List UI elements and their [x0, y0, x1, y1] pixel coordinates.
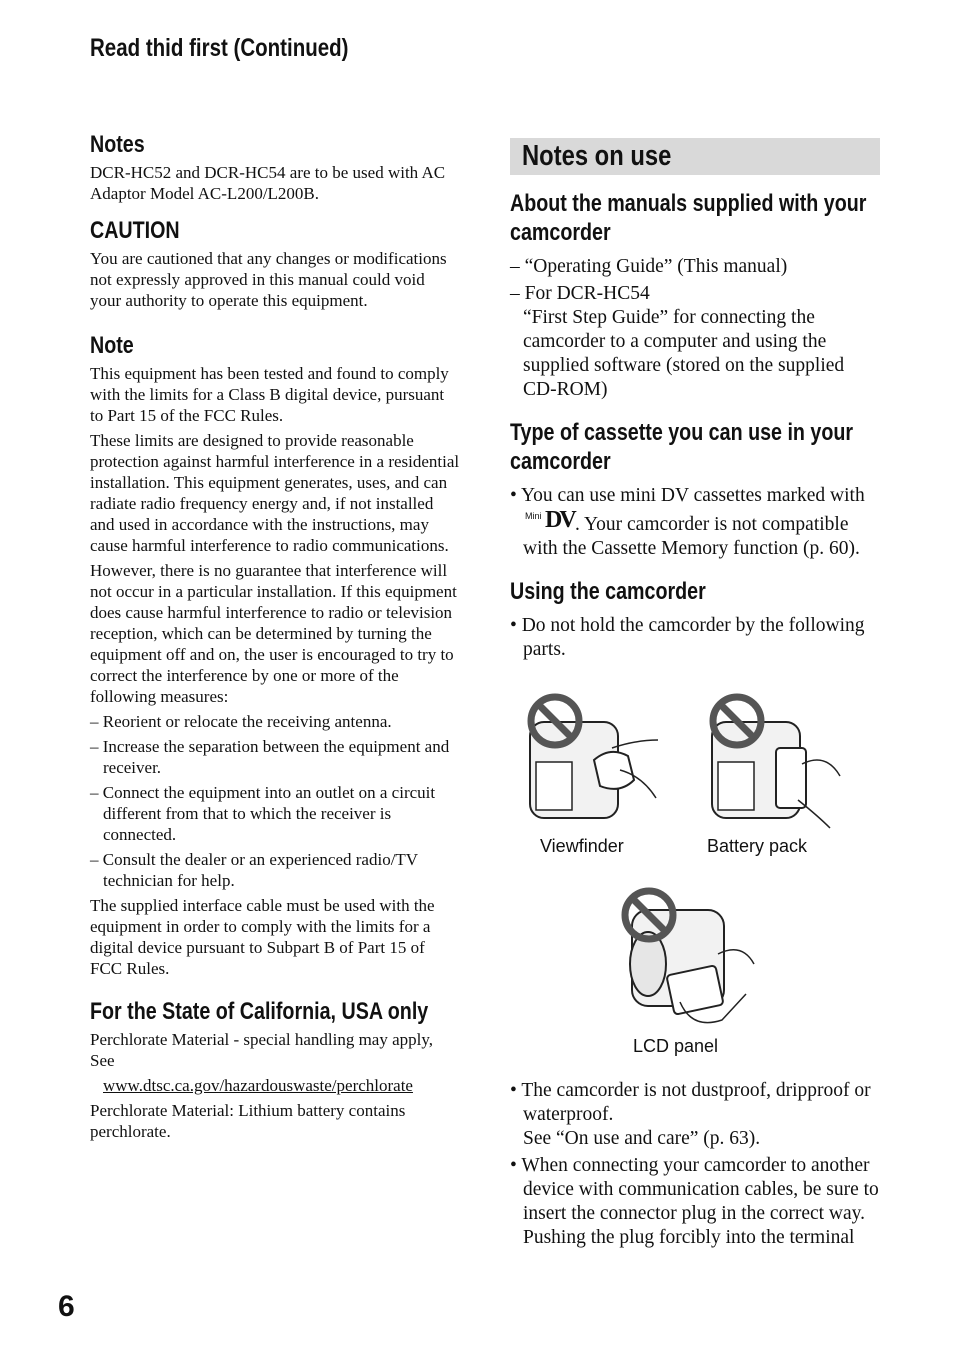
banner-title: Notes on use — [522, 140, 672, 172]
measure-item: – Consult the dealer or an experienced radio/TV technician for help. — [90, 850, 418, 890]
cassette-heading-line2: camcorder — [510, 448, 611, 475]
measure-item: – Increase the separation between the equipment and receiver. — [90, 737, 450, 777]
california-heading: For the State of California, USA only — [90, 998, 429, 1025]
note-heading: Note — [90, 332, 134, 359]
battery-pack-illustration — [706, 690, 846, 830]
note-paragraph-3: However, there is no guarantee that interference will not occur in a particular installation. If this equipment does cause harmful interference to radio or television reception, which can be determined by turning the equipment off and on, the user is encouraged to try to correct the interference by one or more of the following measures: — [90, 561, 457, 706]
cassette-text-after: . Your camcorder is not compatible with the Cassette Memory function (p. 60). — [523, 514, 860, 559]
right-column — [510, 138, 882, 665]
running-head: Read thid first (Continued) — [90, 34, 349, 62]
lcd-panel-illustration — [618, 884, 758, 1034]
mini-dv-logo-mark: DV — [545, 507, 574, 533]
caption-lcd-panel: LCD panel — [633, 1036, 719, 1056]
cassette-text-before: • You can use mini DV cassettes marked with — [510, 485, 865, 506]
note-paragraph-1: This equipment has been tested and found to comply with the limits for a Class B digital device, pursuant to Part 15 of the FCC Rules. — [90, 364, 449, 425]
mini-dv-logo-small-text: Mini — [525, 511, 542, 521]
using-bullet-3: • When connecting your camcorder to another device with communication cables, be sure to insert the connector plug in the correct way. — [510, 1155, 879, 1224]
cassette-heading-line1: Type of cassette you can use in your — [510, 419, 854, 446]
caption-viewfinder: Viewfinder — [540, 836, 624, 856]
notes-heading: Notes — [90, 131, 145, 158]
caption-battery-pack: Battery pack — [707, 836, 808, 856]
note-paragraph-2: These limits are designed to provide reasonable protection against harmful interference in a residential installation. This equipment generates, uses, and can radiate radio frequency energy and, if not installed and used in accordance with the instructions, may cause harmful interference to radio communications. — [90, 431, 460, 555]
measure-item: – Reorient or relocate the receiving antenna. — [90, 712, 392, 731]
viewfinder-illustration — [524, 690, 664, 830]
page-number: 6 — [58, 1290, 75, 1323]
using-heading: Using the camcorder — [510, 578, 706, 605]
cassette-bullet — [510, 484, 882, 561]
california-paragraph-2: Perchlorate Material: Lithium battery contains perchlorate. — [90, 1101, 406, 1141]
mini-dv-logo-icon — [523, 507, 575, 533]
using-bullet-3-detail: Pushing the plug forcibly into the terminal — [523, 1227, 855, 1248]
using-bullet-2: • The camcorder is not dustproof, dripproof or waterproof. — [510, 1080, 871, 1125]
california-paragraph-1: Perchlorate Material - special handling may apply, See — [90, 1030, 434, 1070]
manuals-heading-line1: About the manuals supplied with your — [510, 190, 867, 217]
caution-text: You are cautioned that any changes or modifications not expressly approved in this manual could void your authority to operate this equipment. — [90, 249, 447, 310]
manual-item: – “Operating Guide” (This manual) — [510, 256, 788, 277]
left-column — [90, 128, 460, 1146]
manual-item-detail: “First Step Guide” for connecting the camcorder to a computer and using the supplied software (stored on the supplied CD-ROM) — [523, 307, 845, 400]
notes-on-use-banner — [510, 138, 880, 175]
measure-item: – Connect the equipment into an outlet on a circuit different from that to which the receiver is connected. — [90, 783, 436, 844]
using-bullet-1: • Do not hold the camcorder by the following parts. — [510, 615, 865, 660]
manual-item: – For DCR-HC54 — [510, 283, 650, 304]
note-paragraph-4: The supplied interface cable must be used with the equipment in order to comply with the limits for a digital device pursuant to Subpart B of Part 15 of FCC Rules. — [90, 896, 435, 978]
manuals-heading-line2: camcorder — [510, 219, 611, 246]
notes-text: DCR-HC52 and DCR-HC54 are to be used with AC Adaptor Model AC-L200/L200B. — [90, 163, 446, 203]
using-bullet-2-detail: See “On use and care” (p. 63). — [523, 1128, 761, 1149]
perchlorate-link[interactable]: www.dtsc.ca.gov/hazardouswaste/perchlorate — [103, 1076, 413, 1095]
caution-heading: CAUTION — [90, 217, 180, 244]
right-column-continued — [510, 1079, 882, 1253]
